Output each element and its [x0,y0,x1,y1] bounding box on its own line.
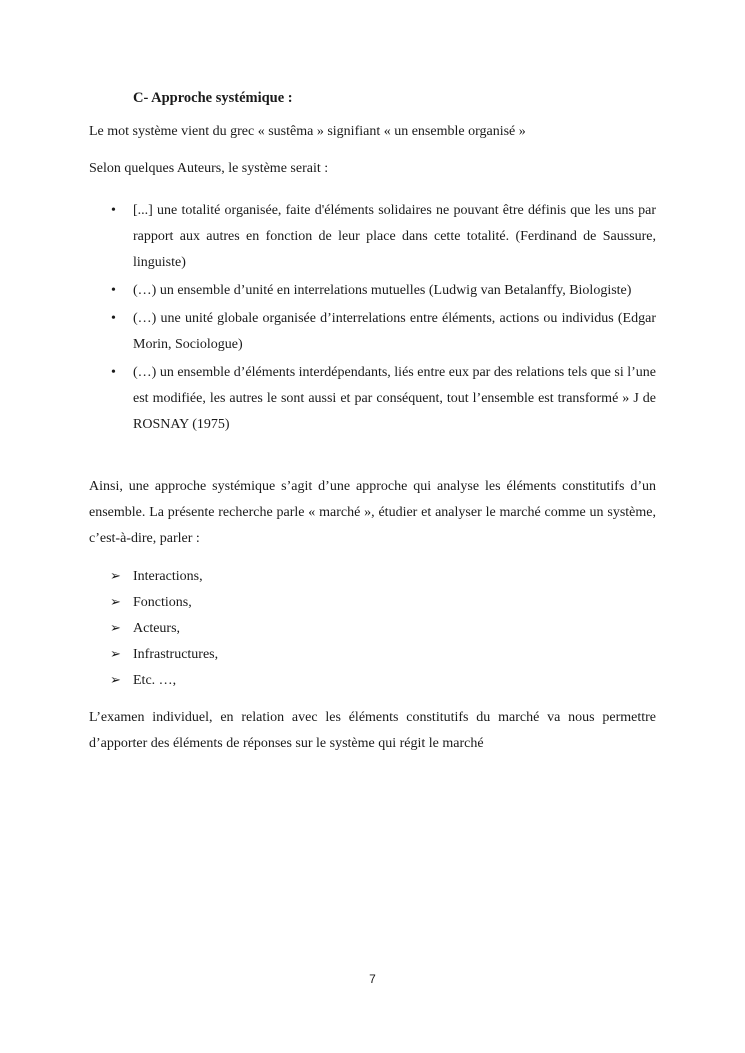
selon-paragraph: Selon quelques Auteurs, le système serait : [89,161,329,176]
arrow-bullet-icon: ➢ [110,673,121,688]
page-number: 7 [369,972,376,986]
arrow-bullet-icon: ➢ [110,621,121,636]
bullet-icon: • [111,365,116,380]
list-item [110,564,218,590]
analysis-paragraph: Ainsi, une approche systémique s’agit d’une approche qui analyse les éléments constitutifs d’un ensemble. La présente recherche parle « marché », étudier et analyser le marché comme un système, c’est-à-dire, parler : [89,479,656,546]
list-item [110,668,218,694]
aspects-list [110,564,218,694]
definition-text: [...] une totalité organisée, faite d'éléments solidaires ne pouvant être définis que les uns par rapport aux autres en fonction de leur place dans cette totalité. (Ferdinand de Saussure, linguiste) [133,203,656,270]
section-heading: C- Approche systémique : [133,90,293,106]
definition-text: (…) un ensemble d’unité en interrelations mutuelles (Ludwig van Betalanffy, Biologiste) [133,283,632,298]
aspect-label: Fonctions, [133,595,192,610]
bullet-icon: • [111,203,116,218]
list-item [110,616,218,642]
arrow-bullet-icon: ➢ [110,647,121,662]
aspect-label: Etc. …, [133,673,177,688]
intro-paragraph: Le mot système vient du grec « sustêma » signifiant « un ensemble organisé » [89,124,526,139]
list-item [110,642,218,668]
list-item [89,306,656,358]
arrow-bullet-icon: ➢ [110,595,121,610]
bullet-icon: • [111,311,116,326]
list-item [89,360,656,438]
definitions-list [89,198,656,440]
definition-text: (…) une unité globale organisée d’interrelations entre éléments, actions ou individus (Edgar Morin, Sociologue) [133,311,656,352]
list-item [89,198,656,276]
conclusion-paragraph: L’examen individuel, en relation avec les éléments constitutifs du marché va nous permettre d’apporter des éléments de réponses sur le système qui régit le marché [89,710,656,751]
aspect-label: Acteurs, [133,621,181,636]
arrow-bullet-icon: ➢ [110,569,121,584]
list-item [89,278,656,304]
aspect-label: Interactions, [133,569,203,584]
definition-text: (…) un ensemble d’éléments interdépendants, liés entre eux par des relations tels que si l’une est modifiée, les autres le sont aussi et par conséquent, tout l’ensemble est transformé » J de ROSNAY (1975) [133,365,656,432]
bullet-icon: • [111,283,116,298]
list-item [110,590,218,616]
aspect-label: Infrastructures, [133,647,219,662]
